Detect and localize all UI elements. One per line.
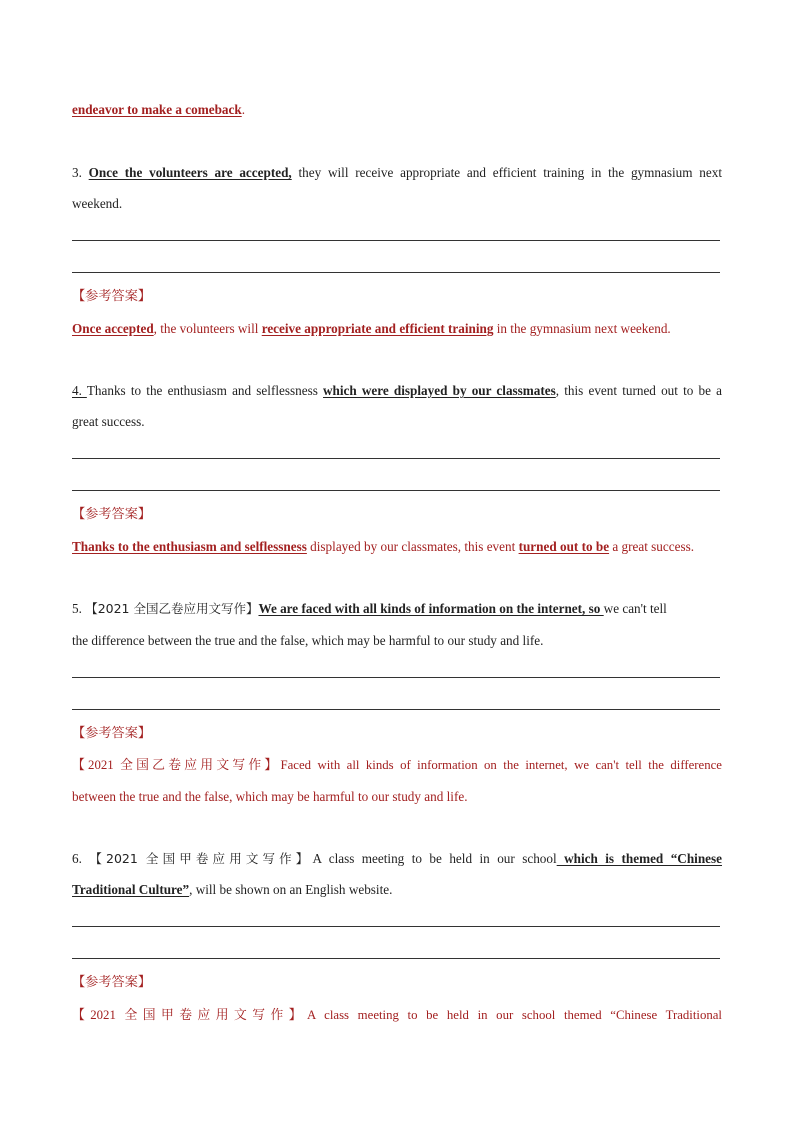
q3-answer-blank-1[interactable] xyxy=(72,240,720,241)
q5-key-label: 【参考答案】 xyxy=(72,726,152,741)
q3-prompt-line2 xyxy=(72,194,722,214)
q5-answer-line2 xyxy=(72,787,722,807)
q3-key-label: 【参考答案】 xyxy=(72,289,152,304)
q6-prompt-line1 xyxy=(72,849,722,869)
q3-prompt-line1 xyxy=(72,163,722,183)
q4-answer xyxy=(72,537,722,557)
q2-answer-bold: endeavor to make a comeback xyxy=(72,102,242,117)
q2-answer-period: . xyxy=(241,102,246,117)
q4-answer-bold-1: Thanks to the enthusiasm and selflessness xyxy=(72,539,307,554)
q3-answer-bold-1: Once accepted xyxy=(72,321,154,336)
q5-source-tag: 【2021 全国乙卷应用文写作】 xyxy=(85,601,259,616)
q4-text-post: , this event turned out to be a xyxy=(555,383,723,398)
q3-answer-bold-2: receive appropriate and efficient training xyxy=(261,321,494,336)
q6-number: 6. xyxy=(72,851,90,866)
q5-underlined-clause: We are faced with all kinds of information on the internet, so xyxy=(258,601,604,616)
q3-answer-blank-2[interactable] xyxy=(72,272,720,273)
q4-answer-text-2: a great success. xyxy=(609,539,695,554)
q5-prompt-line2 xyxy=(72,631,722,651)
q6-underlined-clause-1: which is themed “Chinese xyxy=(556,851,722,866)
q4-answer-blank-1[interactable] xyxy=(72,458,720,459)
q4-key-label: 【参考答案】 xyxy=(72,507,152,522)
q3-answer xyxy=(72,319,722,339)
q6-answer-line1 xyxy=(72,1005,722,1025)
q2-answer-tail xyxy=(72,100,722,120)
q4-answer-text-1: displayed by our classmates, this event xyxy=(306,539,519,554)
q5-text-cont: the difference between the true and the false, which may be harmful to our study and life. xyxy=(72,633,544,648)
q4-text: Thanks to the enthusiasm and selflessness xyxy=(86,383,324,398)
q3-number: 3. xyxy=(72,165,89,180)
q5-answer-text-1: 【2021 全国乙卷应用文写作】Faced with all kinds of information on the internet, we can't tell the difference xyxy=(72,758,722,772)
q3-answer-text-1: , the volunteers will xyxy=(153,321,262,336)
q5-text-post: we can't tell xyxy=(603,601,667,616)
q3-underlined-clause: Once the volunteers are accepted, xyxy=(88,165,292,180)
q6-text-post: , will be shown on an English website. xyxy=(189,882,393,897)
q6-source-tag: 【2021 全国甲卷应用文写作】 xyxy=(89,851,313,866)
q4-answer-blank-2[interactable] xyxy=(72,490,720,491)
q6-answer-text-1: 【2021 全国甲卷应用文写作】A class meeting to be held in our school themed “Chinese Traditional xyxy=(72,1008,722,1022)
q3-text: they will receive appropriate and efficient training in the gymnasium next xyxy=(291,165,722,180)
q4-text-cont: great success. xyxy=(72,414,145,429)
q6-underlined-clause-2: Traditional Culture” xyxy=(72,882,190,897)
q5-answer-blank-1[interactable] xyxy=(72,677,720,678)
q6-key-label: 【参考答案】 xyxy=(72,975,152,990)
q6-answer-blank-2[interactable] xyxy=(72,958,720,959)
q4-prompt-line1 xyxy=(72,381,722,401)
q6-prompt-line2 xyxy=(72,880,722,900)
q3-answer-text-2: in the gymnasium next weekend. xyxy=(493,321,671,336)
q3-text-cont: weekend. xyxy=(72,196,123,211)
q4-answer-bold-2: turned out to be xyxy=(518,539,610,554)
q6-text: A class meeting to be held in our school xyxy=(312,851,557,866)
q5-answer-line1 xyxy=(72,755,722,775)
q5-prompt-line1 xyxy=(72,599,722,619)
q4-number: 4. xyxy=(72,383,87,398)
q4-prompt-line2 xyxy=(72,412,722,432)
q5-answer-text-2: between the true and the false, which may be harmful to our study and life. xyxy=(72,789,468,804)
q5-answer-blank-2[interactable] xyxy=(72,709,720,710)
q5-number: 5. xyxy=(72,601,86,616)
q6-answer-blank-1[interactable] xyxy=(72,926,720,927)
q4-underlined-clause: which were displayed by our classmates xyxy=(323,383,556,398)
